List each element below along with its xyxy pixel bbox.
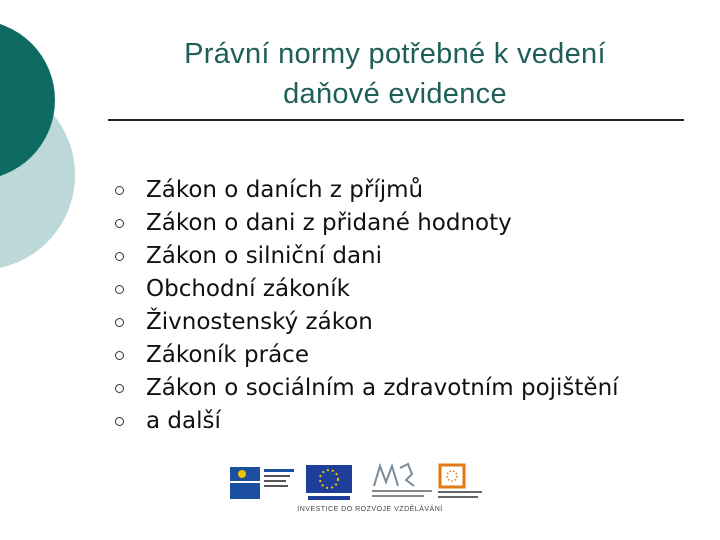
slide-title (120, 34, 670, 114)
list-item-text: Zákoník práce (146, 342, 309, 368)
bullet-circle-icon (115, 384, 124, 393)
bullet-circle-icon (115, 417, 124, 426)
title-line-2: daňové evidence (283, 78, 507, 110)
list-item (112, 405, 619, 438)
list-item-text: Zákon o sociálním a zdravotním pojištění (146, 375, 619, 401)
list-item-text: Zákon o daních z příjmů (146, 177, 424, 203)
list-item-text: Obchodní zákoník (146, 276, 350, 302)
list-item (112, 207, 619, 240)
list-item-text: Zákon o dani z přidané hodnoty (146, 210, 512, 236)
title-line-1: Právní normy potřebné k vedení (184, 38, 606, 70)
list-item-text: Zákon o silniční dani (146, 243, 383, 269)
list-item (112, 339, 619, 372)
list-item (112, 174, 619, 207)
bullet-circle-icon (115, 186, 124, 195)
bullet-circle-icon (115, 285, 124, 294)
sponsor-logos (228, 460, 488, 520)
list-item-text: a další (146, 408, 221, 434)
eu-flag-icon (306, 463, 352, 503)
list-item (112, 306, 619, 339)
logo-caption: INVESTICE DO ROZVOJE VZDĚLÁVÁNÍ (297, 506, 443, 513)
decorative-circles (0, 0, 110, 300)
op-logo-icon (436, 463, 488, 503)
title-divider (108, 119, 684, 121)
esf-logo-icon (228, 463, 298, 503)
msmt-logo-icon (368, 460, 438, 504)
list-item (112, 240, 619, 273)
list-item (112, 273, 619, 306)
bullet-circle-icon (115, 351, 124, 360)
bullet-list (112, 174, 619, 438)
bullet-circle-icon (115, 219, 124, 228)
bullet-circle-icon (115, 318, 124, 327)
list-item-text: Živnostenský zákon (146, 309, 373, 335)
bullet-circle-icon (115, 252, 124, 261)
list-item (112, 372, 619, 405)
